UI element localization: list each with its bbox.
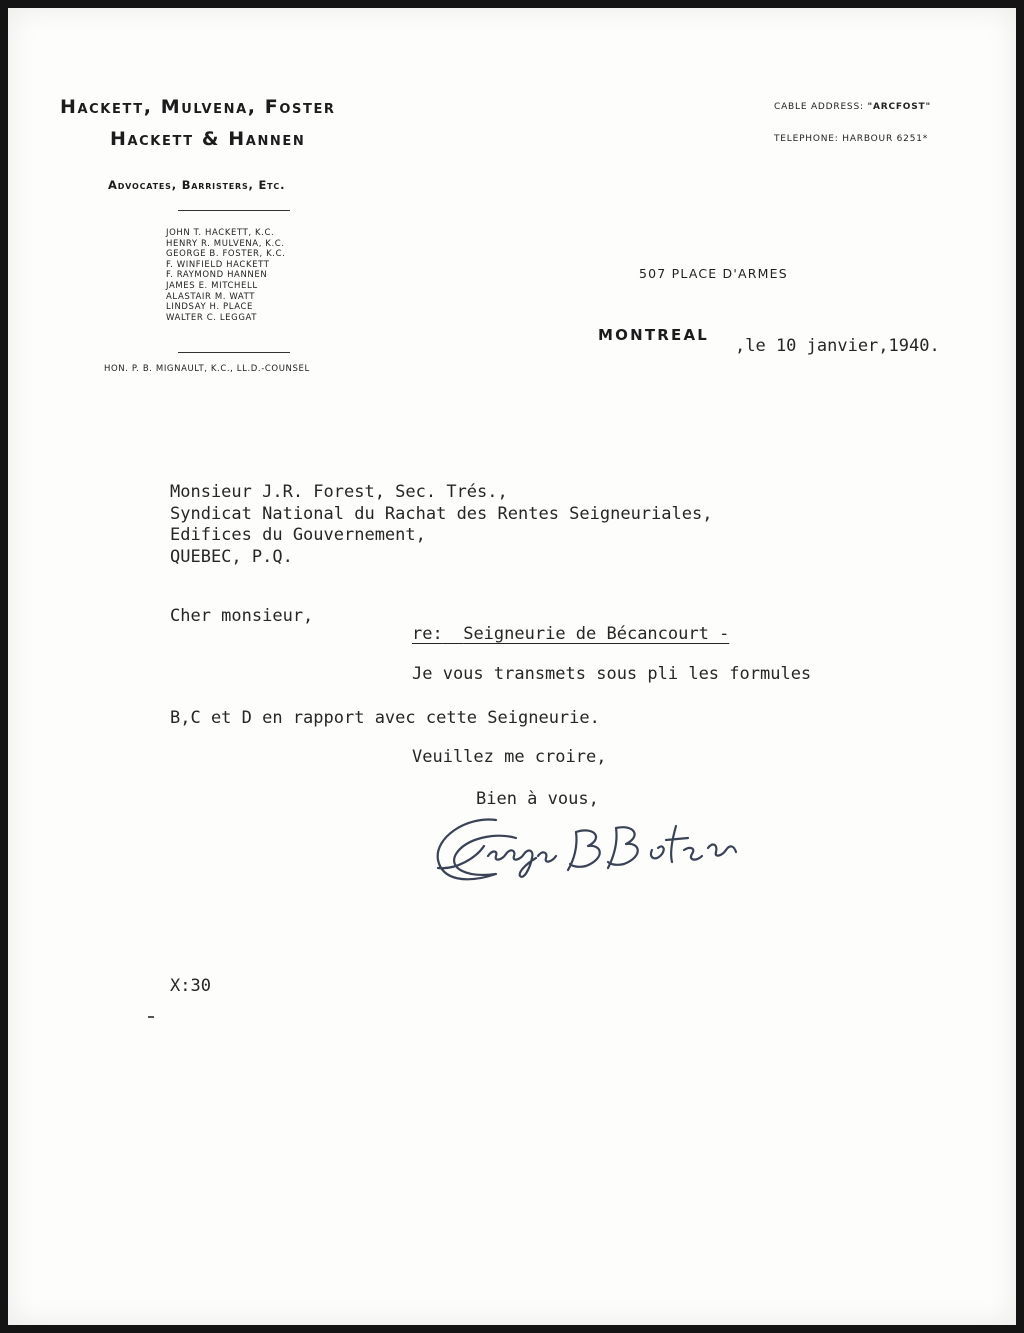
partner-name: JAMES E. MITCHELL: [166, 280, 258, 291]
addressee-block: [170, 482, 712, 568]
firm-practice: Advocates, Barristers, Etc.: [108, 178, 286, 192]
firm-name-line1: Hackett, Mulvena, Foster: [60, 96, 336, 118]
reference-code: X:30: [170, 976, 211, 996]
partner-name: F. RAYMOND HANNEN: [166, 270, 268, 281]
letterhead-divider-top: [178, 210, 290, 211]
addressee-line: Monsieur J.R. Forest, Sec. Trés.,: [170, 482, 508, 502]
letter-page: [8, 8, 1016, 1325]
signature: [426, 798, 806, 908]
partner-list: [166, 228, 285, 323]
addressee-line: QUEBEC, P.Q.: [170, 546, 293, 567]
counsel-line: HON. P. B. MIGNAULT, K.C., LL.D.-COUNSEL: [104, 364, 310, 374]
closing-line-2: Bien à vous,: [476, 789, 599, 809]
partner-name: HENRY R. MULVENA, K.C.: [166, 238, 285, 249]
closing-line-1: Veuillez me croire,: [412, 747, 607, 767]
re-subject: Seigneurie de Bécancourt -: [463, 624, 730, 644]
letter-date: ,le 10 janvier,1940.: [735, 336, 940, 356]
subject-line: [412, 624, 729, 644]
firm-name-line2: Hackett & Hannen: [110, 128, 306, 150]
cable-value: "ARCFOST": [867, 102, 931, 112]
cable-label: CABLE ADDRESS:: [774, 102, 868, 112]
partner-name: LINDSAY H. PLACE: [166, 302, 254, 313]
partner-name: F. WINFIELD HACKETT: [166, 259, 270, 270]
addressee-line: Edifices du Gouvernement,: [170, 525, 426, 545]
re-label: re:: [412, 624, 443, 644]
body-line-2: B,C et D en rapport avec cette Seigneurie.: [170, 708, 600, 728]
partner-name: ALASTAIR M. WATT: [166, 291, 256, 302]
partner-name: GEORGE B. FOSTER, K.C.: [166, 249, 286, 260]
body-line-1: Je vous transmets sous pli les formules: [412, 664, 812, 684]
street-address: 507 PLACE D'ARMES: [639, 266, 788, 281]
telephone: TELEPHONE: HARBOUR 6251*: [774, 134, 929, 144]
salutation: Cher monsieur,: [170, 606, 314, 626]
partner-name: WALTER C. LEGGAT: [166, 312, 258, 323]
addressee-line: Syndicat National du Rachat des Rentes Seigneuriales,: [170, 503, 713, 524]
letterhead-divider-bottom: [178, 352, 290, 353]
cable-address: [774, 102, 931, 112]
paper-mark: [148, 1016, 154, 1018]
city: MONTREAL: [598, 326, 710, 344]
partner-name: JOHN T. HACKETT, K.C.: [166, 228, 275, 238]
